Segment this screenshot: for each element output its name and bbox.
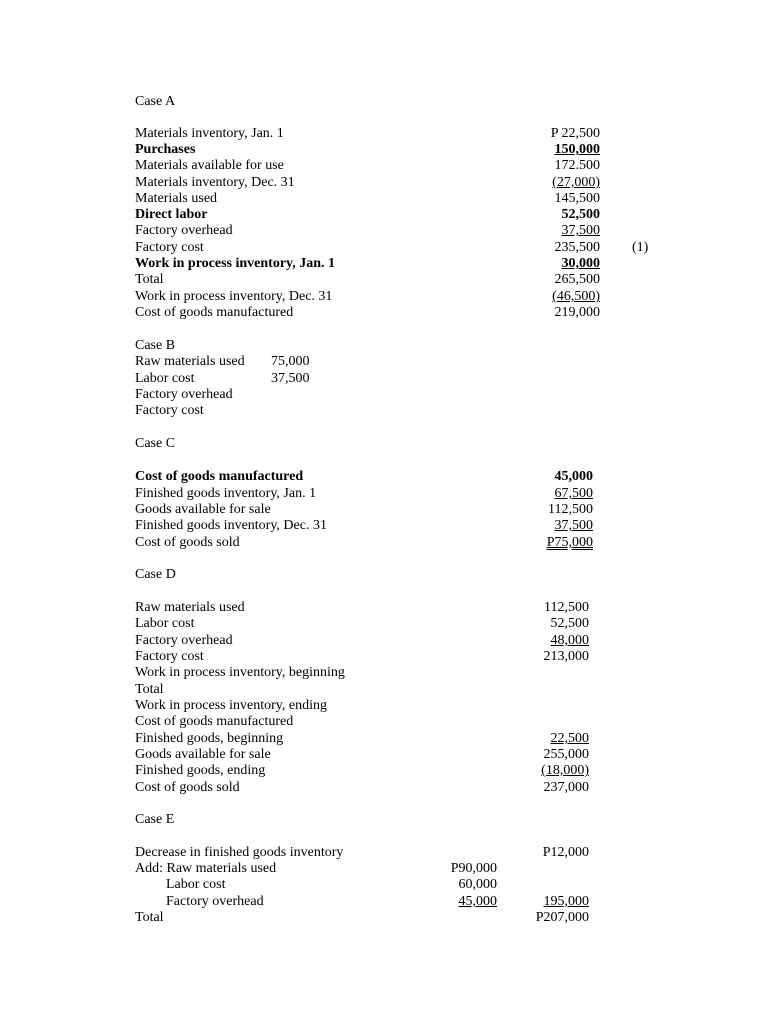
case-d-title: Case D bbox=[135, 567, 176, 582]
case-c-label: Goods available for sale bbox=[135, 502, 271, 517]
case-b-label: Raw materials used bbox=[135, 354, 245, 369]
case-b-title: Case B bbox=[135, 338, 176, 353]
case-a-value: 219,000 bbox=[554, 305, 600, 320]
case-e-subvalue: 60,000 bbox=[458, 877, 497, 892]
case-d-value: 255,000 bbox=[543, 747, 589, 762]
case-e-value: 195,000 bbox=[543, 894, 589, 909]
case-a-label: Materials inventory, Dec. 31 bbox=[135, 175, 295, 190]
case-e-title: Case E bbox=[135, 812, 175, 827]
case-a-label: Work in process inventory, Jan. 1 bbox=[135, 256, 336, 271]
case-c-value: 45,000 bbox=[554, 469, 593, 484]
case-c-label: Finished goods inventory, Dec. 31 bbox=[135, 518, 327, 533]
case-d-value: 48,000 bbox=[550, 633, 589, 648]
case-a-value: 235,500 bbox=[554, 240, 600, 255]
case-a-label: Factory overhead bbox=[135, 223, 233, 238]
case-b-label: Factory cost bbox=[135, 403, 204, 418]
case-a-label: Purchases bbox=[135, 142, 196, 157]
case-a-value: P 22,500 bbox=[550, 126, 600, 141]
case-c-label: Finished goods inventory, Jan. 1 bbox=[135, 486, 317, 501]
case-a-value: 37,500 bbox=[561, 223, 600, 238]
case-a-label: Materials used bbox=[135, 191, 218, 206]
case-c-value: P75,000 bbox=[546, 535, 593, 550]
case-a-value: 150,000 bbox=[554, 142, 600, 157]
case-d-value: 22,500 bbox=[550, 731, 589, 746]
case-a-value: (27,000) bbox=[552, 175, 600, 190]
case-a-label: Direct labor bbox=[135, 207, 208, 222]
case-a-value: 265,500 bbox=[554, 272, 600, 287]
case-d-label: Cost of goods manufactured bbox=[135, 714, 294, 729]
case-d-label: Goods available for sale bbox=[135, 747, 271, 762]
case-a-label: Total bbox=[135, 272, 164, 287]
case-a-note: (1) bbox=[632, 240, 649, 255]
case-b-value: 37,500 bbox=[271, 371, 310, 386]
case-e-label: Add: Raw materials used bbox=[135, 861, 277, 876]
case-c-label: Cost of goods manufactured bbox=[135, 469, 304, 484]
case-e-label: Labor cost bbox=[166, 877, 226, 892]
case-d-label: Raw materials used bbox=[135, 600, 245, 615]
case-a-value: 172.500 bbox=[554, 158, 600, 173]
case-d-label: Cost of goods sold bbox=[135, 780, 240, 795]
case-b-label: Labor cost bbox=[135, 371, 195, 386]
case-a-label: Materials available for use bbox=[135, 158, 284, 173]
case-b-value: 75,000 bbox=[271, 354, 310, 369]
case-c-title: Case C bbox=[135, 436, 176, 451]
case-e-value: P207,000 bbox=[535, 910, 589, 925]
case-d-label: Factory cost bbox=[135, 649, 204, 664]
case-d-label: Work in process inventory, ending bbox=[135, 698, 327, 713]
case-d-value: 52,500 bbox=[550, 616, 589, 631]
case-a-title: Case A bbox=[135, 94, 176, 109]
case-c-value: 67,500 bbox=[554, 486, 593, 501]
case-c-value: 37,500 bbox=[554, 518, 593, 533]
case-a-label: Work in process inventory, Dec. 31 bbox=[135, 289, 333, 304]
case-e-label: Decrease in finished goods inventory bbox=[135, 845, 344, 860]
case-d-value: 213,000 bbox=[543, 649, 589, 664]
case-d-label: Factory overhead bbox=[135, 633, 233, 648]
case-e-subvalue: P90,000 bbox=[450, 861, 497, 876]
case-c-label: Cost of goods sold bbox=[135, 535, 240, 550]
case-d-value: 237,000 bbox=[543, 780, 589, 795]
case-c-value: 112,500 bbox=[548, 502, 593, 517]
case-d-label: Work in process inventory, beginning bbox=[135, 665, 345, 680]
case-a-label: Cost of goods manufactured bbox=[135, 305, 294, 320]
case-a-label: Factory cost bbox=[135, 240, 204, 255]
case-d-value: 112,500 bbox=[544, 600, 589, 615]
case-d-label: Total bbox=[135, 682, 164, 697]
case-a-value: (46,500) bbox=[552, 289, 600, 304]
case-d-label: Finished goods, beginning bbox=[135, 731, 284, 746]
case-a-value: 52,500 bbox=[561, 207, 600, 222]
case-e-value: P12,000 bbox=[542, 845, 589, 860]
case-b-label: Factory overhead bbox=[135, 387, 233, 402]
case-d-label: Finished goods, ending bbox=[135, 763, 266, 778]
case-a-value: 145,500 bbox=[554, 191, 600, 206]
case-e-subvalue: 45,000 bbox=[458, 894, 497, 909]
case-a-value: 30,000 bbox=[561, 256, 600, 271]
case-a-label: Materials inventory, Jan. 1 bbox=[135, 126, 284, 141]
case-e-label: Factory overhead bbox=[166, 894, 264, 909]
case-d-value: (18,000) bbox=[541, 763, 589, 778]
case-d-label: Labor cost bbox=[135, 616, 195, 631]
case-e-label: Total bbox=[135, 910, 164, 925]
